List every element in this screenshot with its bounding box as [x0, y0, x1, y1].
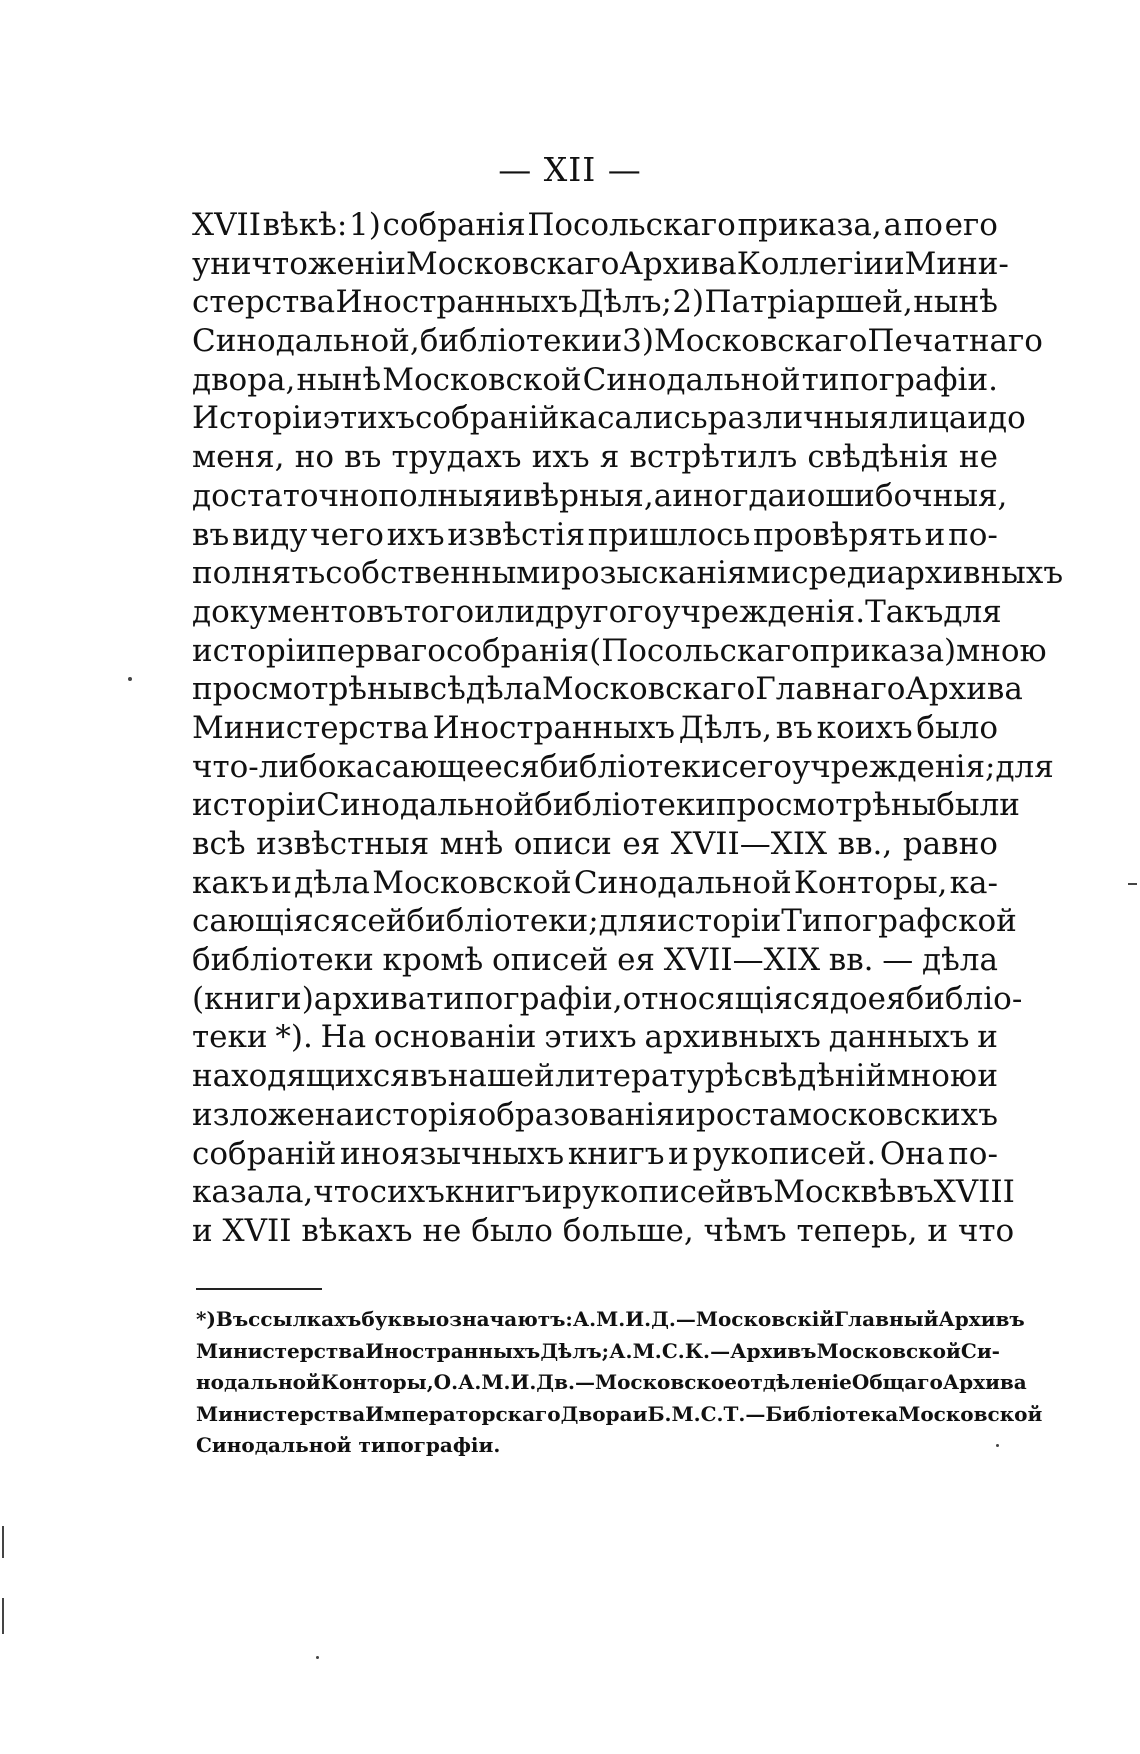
word: розысканіями	[561, 555, 792, 592]
word: просмотрѣны	[192, 671, 413, 708]
word: касающееся	[336, 748, 540, 785]
word: Она	[879, 1135, 945, 1172]
word: коихъ	[816, 709, 913, 746]
word: Исторіи	[192, 400, 323, 437]
word: Иностранныхъ	[365, 1338, 541, 1363]
word: документовъ	[192, 593, 404, 630]
footnote-line	[196, 1304, 1025, 1336]
word: —	[745, 1401, 766, 1426]
word: Московскаго	[405, 245, 620, 282]
word: свѣдѣнія	[807, 439, 949, 476]
word: Двора	[560, 1401, 633, 1426]
word: стерства	[192, 284, 336, 321]
word: до	[829, 980, 868, 1017]
word: Архива	[619, 245, 737, 282]
word: Б.	[647, 1401, 672, 1426]
word: встрѣтилъ	[629, 439, 798, 476]
word: что-либо	[192, 748, 337, 785]
word: и	[502, 477, 523, 514]
word: основаніи	[373, 1019, 537, 1056]
word: вв.	[828, 942, 874, 979]
word: кромѣ	[382, 942, 484, 979]
word: а	[883, 207, 902, 243]
word: ихъ	[531, 439, 590, 476]
word: Московское	[594, 1370, 737, 1394]
word: или	[474, 593, 536, 630]
word: Императорскаго	[365, 1401, 561, 1426]
word: теки	[192, 1019, 268, 1056]
word: данныхъ	[828, 1019, 970, 1056]
word: Коллегіи	[736, 245, 884, 282]
word: архивныхъ	[886, 555, 1064, 592]
word: 1)	[349, 207, 381, 243]
word: дѣла	[294, 864, 371, 901]
word: и	[924, 516, 946, 553]
word: свѣдѣній	[743, 1058, 887, 1095]
word: и	[967, 400, 989, 437]
word: —	[675, 1307, 696, 1331]
word: московскихъ	[787, 1096, 998, 1133]
word: Министерства	[196, 1338, 366, 1363]
word: М.	[596, 1307, 626, 1331]
page-number: — XII —	[498, 150, 642, 189]
word: Синодальной	[573, 864, 792, 901]
word: Мини-	[904, 245, 1009, 282]
word: —	[710, 1338, 731, 1363]
word: типографіи,	[426, 980, 623, 1017]
word: мною	[956, 632, 1047, 669]
word: того	[403, 593, 475, 630]
footnote-line: Синодальной типографіи.	[196, 1433, 501, 1457]
word: Московскій	[695, 1307, 835, 1331]
word: виду	[231, 516, 308, 553]
footnote-line	[196, 1367, 1027, 1399]
text-line	[192, 902, 1017, 941]
word: полнять	[192, 555, 326, 592]
word: не	[958, 439, 998, 476]
word: С.	[661, 1338, 685, 1363]
word: въ	[896, 1174, 934, 1211]
scan-speck	[128, 677, 132, 681]
word: М.	[671, 1401, 701, 1426]
scan-speck	[2, 1598, 4, 1634]
text-line	[192, 245, 1009, 284]
word: Конторы,	[793, 864, 948, 901]
text-line	[192, 206, 998, 245]
footnote-separator	[196, 1288, 322, 1290]
word: я	[599, 439, 620, 476]
word: Посольскаго	[527, 207, 736, 243]
word: для	[943, 593, 1002, 630]
word: Такъ	[865, 593, 944, 630]
text-line	[192, 1173, 1015, 1212]
text-line	[192, 554, 1064, 593]
footnote-line	[196, 1336, 1000, 1368]
word: библіо-	[905, 980, 1023, 1017]
word: для	[995, 748, 1054, 785]
word: Архивъ	[730, 1338, 817, 1363]
word: М.	[481, 1370, 511, 1394]
scan-speck	[316, 1656, 319, 1659]
word: библіотеки;	[406, 903, 599, 940]
word: —	[882, 942, 914, 979]
word: Общаго	[851, 1370, 943, 1394]
word: учрежденія.	[662, 593, 866, 630]
word: Т.	[723, 1401, 746, 1426]
word: достаточно	[192, 477, 379, 514]
word: Синодальной,	[192, 323, 420, 360]
word: по-	[948, 516, 998, 553]
text-line	[192, 438, 998, 477]
word: для	[598, 903, 658, 940]
word: иногда	[672, 477, 787, 514]
word: дѣла	[465, 671, 542, 708]
word: но	[294, 439, 335, 476]
word: полныя	[378, 477, 503, 514]
word: двора,	[192, 361, 296, 398]
word: XVII—XIX	[670, 826, 828, 862]
word: Дв.	[536, 1370, 575, 1394]
text-line	[192, 399, 1026, 438]
word: сего	[721, 748, 793, 785]
word: исторіи	[192, 787, 317, 824]
word: рукописей	[562, 1174, 736, 1211]
word: библіотеки	[539, 748, 722, 785]
word: библіотеки	[534, 787, 716, 824]
word: и	[541, 1174, 563, 1211]
word: Си-	[960, 1338, 1000, 1363]
scan-speck	[996, 1444, 999, 1447]
word: архивныхъ	[644, 1019, 821, 1056]
word: что	[313, 1174, 370, 1211]
word: *)	[196, 1307, 216, 1331]
footnote-line	[196, 1399, 1043, 1431]
text-line	[192, 748, 1054, 787]
word: мною	[886, 1058, 977, 1095]
text-line	[192, 477, 1008, 516]
word: Московской	[816, 1338, 961, 1363]
word: и	[675, 1096, 696, 1133]
text-line	[192, 593, 1002, 632]
word: до	[988, 400, 1026, 437]
scan-speck	[2, 1526, 4, 1558]
word: были	[936, 787, 1020, 824]
word: Дѣлъ,	[678, 709, 772, 746]
body-text	[192, 206, 1064, 1251]
word: Архива	[905, 671, 1023, 708]
word: А.	[458, 1370, 482, 1394]
word: архива	[313, 980, 427, 1017]
word: его	[944, 207, 998, 243]
word: На	[320, 1019, 367, 1056]
text-line	[192, 322, 1043, 361]
word: различныя	[707, 400, 889, 437]
word: нодальной	[196, 1370, 321, 1394]
word: книгъ	[567, 1135, 665, 1172]
word: было	[916, 709, 998, 746]
word: изложена	[192, 1096, 354, 1133]
text-line	[192, 1096, 998, 1135]
word: въ	[344, 439, 382, 476]
word: нынѣ	[913, 284, 998, 321]
word: и	[884, 245, 905, 282]
word: по	[903, 207, 943, 243]
scan-speck	[1128, 883, 1137, 885]
word: ея	[622, 826, 661, 862]
word: А.	[609, 1338, 633, 1363]
word: —	[574, 1370, 595, 1394]
word: а	[653, 477, 673, 514]
word: собственными	[325, 555, 562, 592]
word: извѣстія	[447, 516, 586, 553]
word: *).	[275, 1019, 313, 1056]
text-line	[192, 941, 998, 980]
word: И.	[510, 1370, 537, 1394]
word: ка-	[949, 864, 998, 901]
word: Иностранныхъ	[432, 709, 676, 746]
word: XVII	[192, 207, 261, 243]
word: равно	[902, 826, 998, 862]
word: И.	[625, 1307, 652, 1331]
word: А.	[572, 1307, 597, 1331]
word: сающіяся	[192, 903, 351, 940]
word: Типографской	[781, 903, 1017, 940]
text-line	[192, 864, 998, 903]
word: пришлось	[587, 516, 751, 553]
word: нынѣ	[296, 361, 382, 398]
word: учрежденія;	[792, 748, 996, 785]
word: отдѣленіе	[736, 1370, 852, 1394]
word: въ	[192, 516, 230, 553]
word: Въ	[215, 1307, 249, 1331]
word: означаютъ:	[435, 1307, 573, 1331]
word: ошибочныя,	[806, 477, 1008, 514]
word: нашей	[447, 1058, 555, 1095]
word: провѣрять	[753, 516, 922, 553]
word: этихъ	[544, 1019, 637, 1056]
word: Московскаго	[541, 671, 756, 708]
word: Д.	[651, 1307, 676, 1331]
word: Московскаго	[653, 323, 868, 360]
word: какъ	[192, 864, 269, 901]
word: касались	[559, 400, 708, 437]
word: Синодальной	[316, 787, 535, 824]
word: рукописей.	[692, 1135, 877, 1172]
word: вѣкѣ:	[262, 207, 348, 243]
word: 3)	[622, 323, 654, 360]
word: чего	[310, 516, 384, 553]
word: вѣрныя,	[522, 477, 654, 514]
word: XVIII	[933, 1174, 1015, 1211]
word: Иностранныхъ	[335, 284, 578, 321]
word: лица	[888, 400, 968, 437]
text-line	[192, 516, 998, 555]
word: роста	[696, 1096, 788, 1133]
word: Патріаршей,	[704, 284, 913, 321]
word: и	[977, 1019, 998, 1056]
word: Московской	[382, 361, 582, 398]
word: книгъ	[444, 1174, 542, 1211]
word: Архива	[942, 1370, 1027, 1394]
word: описей	[491, 942, 609, 979]
text-line	[192, 1135, 998, 1174]
word: М.	[632, 1338, 662, 1363]
word: Главнаго	[755, 671, 906, 708]
text-line	[192, 670, 1023, 709]
word: вв.,	[837, 826, 893, 862]
word: библіотеки	[419, 323, 602, 360]
word: приказа,	[737, 207, 882, 243]
word: XVII—XIX	[663, 942, 821, 979]
text-line	[192, 1057, 998, 1096]
text-line	[192, 283, 998, 322]
word: Архивъ	[938, 1307, 1025, 1331]
word: среди	[791, 555, 887, 592]
word: описи	[513, 826, 612, 862]
word: меня,	[192, 439, 285, 476]
word: мнѣ	[439, 826, 504, 862]
word: типографіи.	[801, 361, 998, 398]
word: относящіяся	[622, 980, 830, 1017]
word: иноязычныхъ	[339, 1135, 565, 1172]
word: 2)	[672, 284, 705, 321]
word: собраній	[192, 1135, 337, 1172]
word: библіотеки	[192, 942, 374, 979]
word: и	[632, 1401, 648, 1426]
word: исторіи	[657, 903, 782, 940]
word: Библіотека	[765, 1401, 899, 1426]
word: О.	[433, 1370, 459, 1394]
word: Министерства	[196, 1401, 366, 1426]
word: казала,	[192, 1174, 314, 1211]
word: перваго	[316, 632, 446, 669]
text-line	[192, 980, 1023, 1019]
word: ихъ	[386, 516, 445, 553]
word: по-	[948, 1135, 998, 1172]
word: буквы	[361, 1307, 436, 1331]
word: приказа)	[809, 632, 957, 669]
word: находящихся	[192, 1058, 410, 1095]
word: Конторы,	[320, 1370, 434, 1394]
word: исторіи	[192, 632, 317, 669]
word: С.	[700, 1401, 724, 1426]
word: просмотрѣны	[715, 787, 937, 824]
footnote	[196, 1304, 1043, 1462]
text-line	[192, 786, 1020, 825]
word: этихъ	[322, 400, 416, 437]
word: собранія	[445, 632, 590, 669]
word: сихъ	[369, 1174, 445, 1211]
word: дѣла	[922, 942, 998, 979]
word: сей	[350, 903, 407, 940]
word: (Посольскаго	[589, 632, 810, 669]
word: Дѣлъ;	[578, 284, 672, 321]
word: ея	[867, 980, 906, 1017]
word: и	[786, 477, 807, 514]
word: извѣстныя	[256, 826, 430, 862]
word: трудахъ	[391, 439, 522, 476]
word: и	[977, 1058, 998, 1095]
word: Печатнаго	[867, 323, 1043, 360]
word: и	[668, 1135, 689, 1172]
word: К.	[684, 1338, 710, 1363]
text-line	[192, 632, 1047, 671]
word: уничтоженіи	[192, 245, 406, 282]
word: и	[271, 864, 292, 901]
word: собранія	[382, 207, 526, 243]
word: Московской	[372, 864, 572, 901]
word: и	[601, 323, 623, 360]
word: (книги)	[192, 980, 314, 1017]
word: литературѣ	[555, 1058, 744, 1095]
text-line	[192, 825, 998, 864]
word: Синодальной	[582, 361, 801, 398]
word: исторія	[354, 1096, 478, 1133]
text-line: и XVII вѣкахъ не было больше, чѣмъ теперь, и что	[192, 1212, 1015, 1249]
word: другого	[535, 593, 663, 630]
word: Москвѣ	[773, 1174, 897, 1211]
word: Дѣлъ;	[540, 1338, 610, 1363]
word: въ	[410, 1058, 448, 1095]
word: ссылкахъ	[248, 1307, 362, 1331]
text-line	[192, 361, 998, 400]
text-line	[192, 709, 998, 748]
word: всѣ	[412, 671, 466, 708]
word: всѣ	[192, 826, 246, 862]
word: Московской	[898, 1401, 1043, 1426]
text-line	[192, 1018, 998, 1057]
word: образованія	[477, 1096, 675, 1133]
word: собраній	[415, 400, 560, 437]
word: въ	[775, 709, 813, 746]
word: Главный	[834, 1307, 939, 1331]
word: ея	[617, 942, 655, 979]
word: въ	[736, 1174, 774, 1211]
word: Министерства	[192, 709, 429, 746]
